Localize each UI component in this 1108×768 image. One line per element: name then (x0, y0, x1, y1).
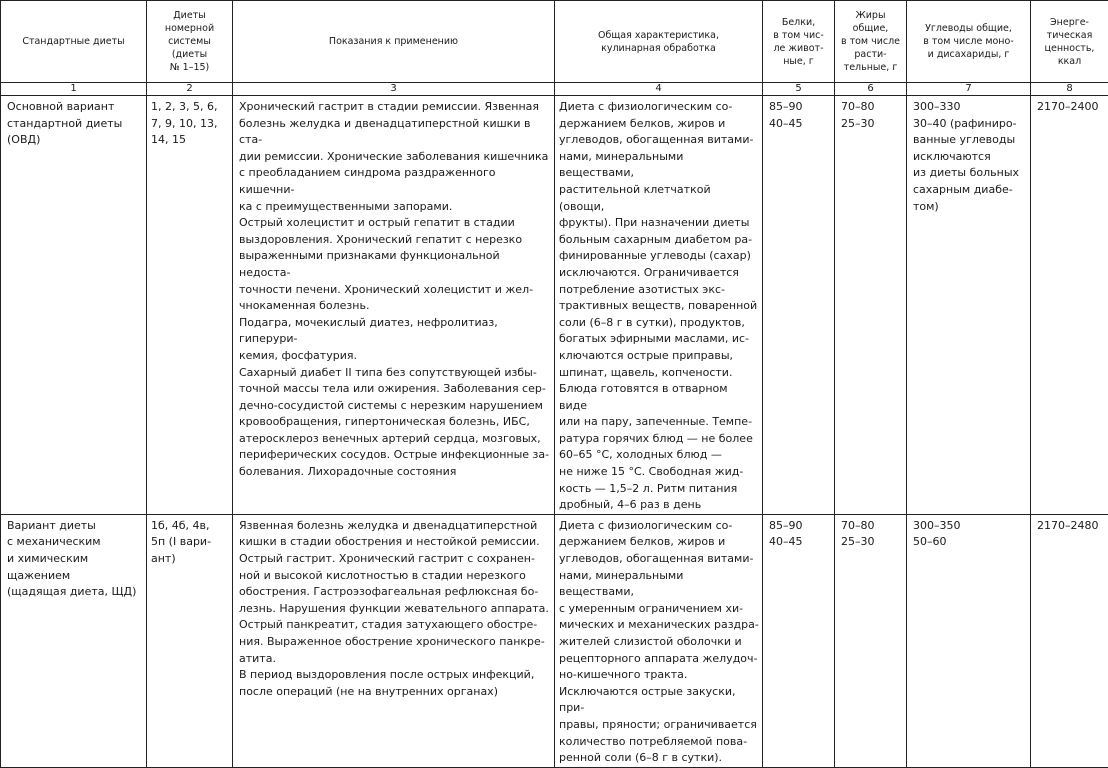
carbs-cell: 300–330 30–40 (рафиниро- ванные углеводы исключаются из диеты больных сахарным диабе- том) (907, 96, 1031, 515)
header-diet-numbers: Диеты номерной системы (диеты № 1–15) (147, 1, 233, 83)
header-row (1, 1, 1108, 83)
header-energy: Энерге- тическая ценность, ккал (1031, 1, 1108, 83)
header-characteristics: Общая характеристика, кулинарная обработка (555, 1, 763, 83)
header-carbs: Углеводы общие, в том числе моно- и дисахариды, г (907, 1, 1031, 83)
header-indications: Показания к применению (233, 1, 555, 83)
column-number: 1 (1, 83, 147, 96)
characteristics-cell: Диета с физиологическим со- держанием белков, жиров и углеводов, обогащенная витами- нами, минеральными веществами, растительной клетчаткой (овощи, фрукты). При назначении диеты больным сахарным диабетом ра- финированные углеводы (сахар) исключаются. Ограничивается потребление азотистых экс- трактивных веществ, поваренной соли (6–8 г в сутки), продуктов, богатых эфирными маслами, ис- ключаются острые приправы, шпинат, щавель, копчености. Блюда готовятся в отварном виде или на пару, запеченные. Темпе- ратура горячих блюд — не более 60–65 °С, холодных блюд — не ниже 15 °С. Свободная жид- кость — 1,5–2 л. Ритм питания дробный, 4–6 раз в день (555, 96, 763, 515)
carbs-cell: 300–350 50–60 (907, 514, 1031, 767)
column-number: 6 (835, 83, 907, 96)
characteristics-cell: Диета с физиологическим со- держанием белков, жиров и углеводов, обогащенная витами- нами, минеральными веществами, с умеренным ограничением хи- мических и механических раздра- жителей слизистой оболочки и рецепторного аппарата желудоч- но-кишечного тракта. Исключаются острые закуски, при- правы, пряности; ограничивается количество потребляемой пова- ренной соли (6–8 г в сутки). (555, 514, 763, 767)
header-proteins: Белки, в том чис- ле живот- ные, г (763, 1, 835, 83)
column-number: 3 (233, 83, 555, 96)
diet-numbers-cell: 1б, 4б, 4в, 5п (I вари- ант) (147, 514, 233, 767)
column-number: 7 (907, 83, 1031, 96)
fats-cell: 70–80 25–30 (835, 514, 907, 767)
energy-cell: 2170–2480 (1031, 514, 1108, 767)
energy-cell: 2170–2400 (1031, 96, 1108, 515)
column-number: 2 (147, 83, 233, 96)
diet-numbers-cell: 1, 2, 3, 5, 6, 7, 9, 10, 13, 14, 15 (147, 96, 233, 515)
indications-cell: Хронический гастрит в стадии ремиссии. Язвенная болезнь желудка и двенадцатиперстной кишки в ста- дии ремиссии. Хронические заболевания кишечника с преобладанием синдрома раздраженного кишечни- ка с преимущественными запорами. Острый холецистит и острый гепатит в стадии выздоровления. Хронический гепатит с нерезко выраженными признаками функциональной недоста- точности печени. Хронический холецистит и жел- чнокаменная болезнь. Подагра, мочекислый диатез, нефролитиаз, гиперури- кемия, фосфатурия. Сахарный диабет II типа без сопутствующей избы- точной массы тела или ожирения. Заболевания сер- дечно-сосудистой системы с нерезким нарушением кровообращения, гипертоническая болезнь, ИБС, атеросклероз венечных артерий сердца, мозговых, периферических сосудов. Острые инфекционные за- болевания. Лихорадочные состояния (233, 96, 555, 515)
table-row (1, 514, 1108, 767)
column-number: 4 (555, 83, 763, 96)
table-row (1, 96, 1108, 515)
column-number: 5 (763, 83, 835, 96)
fats-cell: 70–80 25–30 (835, 96, 907, 515)
column-number-row (1, 83, 1108, 96)
proteins-cell: 85–90 40–45 (763, 96, 835, 515)
header-fats: Жиры общие, в том числе расти- тельные, г (835, 1, 907, 83)
diet-name-cell: Основной вариант стандартной диеты (ОВД) (1, 96, 147, 515)
diet-name-cell: Вариант диеты с механическим и химическим щажением (щадящая диета, ЩД) (1, 514, 147, 767)
header-standard-diets: Стандартные диеты (1, 1, 147, 83)
proteins-cell: 85–90 40–45 (763, 514, 835, 767)
column-number: 8 (1031, 83, 1108, 96)
indications-cell: Язвенная болезнь желудка и двенадцатиперстной кишки в стадии обострения и нестойкой ремиссии. Острый гастрит. Хронический гастрит с сохранен- ной и высокой кислотностью в стадии нерезкого обострения. Гастроэзофагеальная рефлюксная бо- лезнь. Нарушения функции жевательного аппарата. Острый панкреатит, стадия затухающего обостре- ния. Выраженное обострение хронического панкре- атита. В период выздоровления после острых инфекций, после операций (не на внутренних органах) (233, 514, 555, 767)
